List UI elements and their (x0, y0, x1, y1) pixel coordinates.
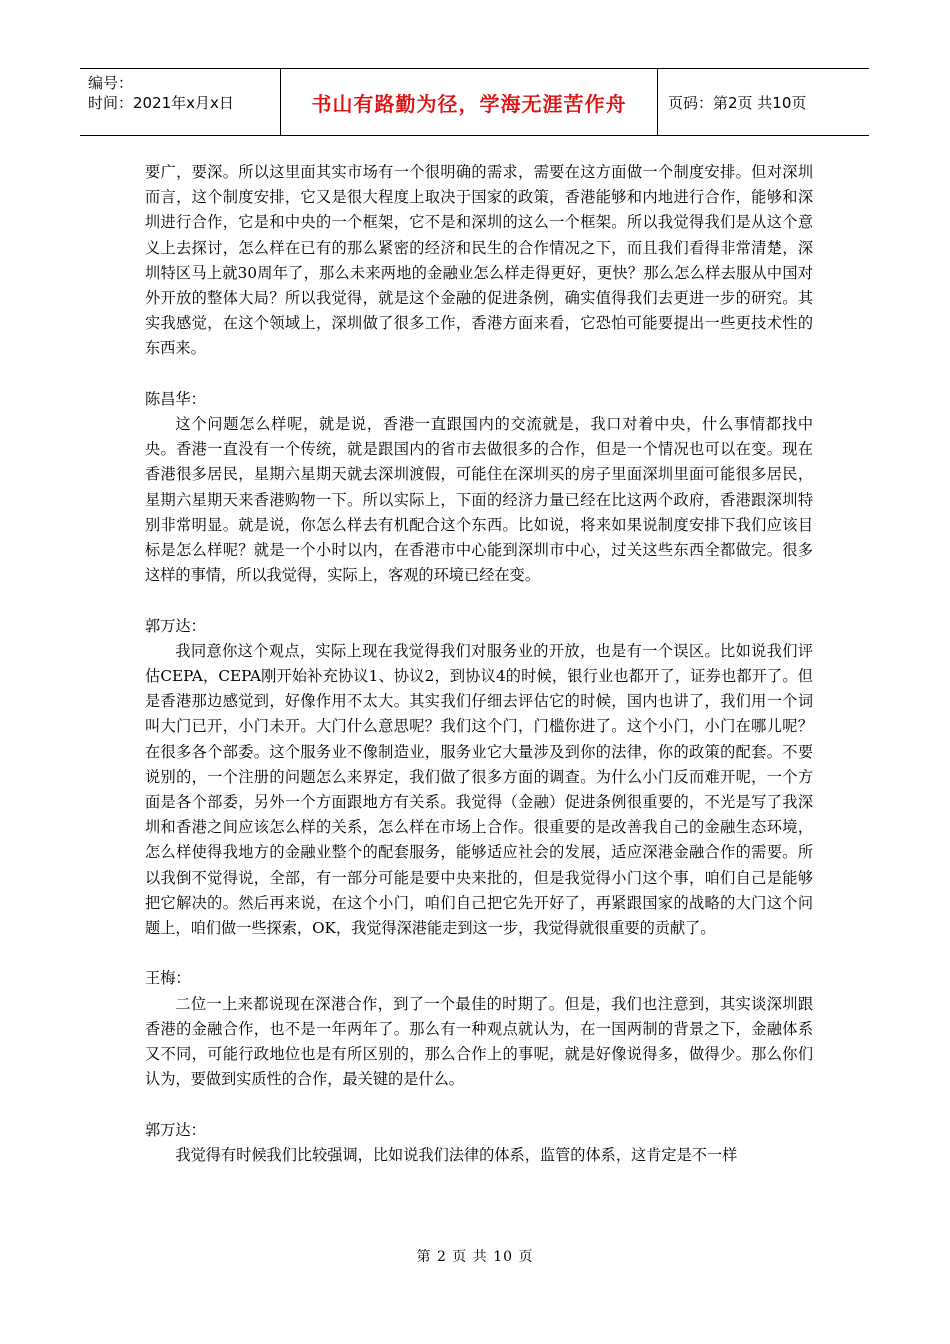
document-number-label: 编号： (88, 74, 134, 92)
header-page-number: 页码：第2页 共10页 (668, 93, 807, 112)
paragraph: 要广，要深。所以这里面其实市场有一个很明确的需求，需要在这方面做一个制度安排。但对深圳而言，这个制度安排，它又是很大程度上取决于国家的政策，香港能够和内地进行合作，能够和深圳进行合作，它是和中央的一个框架，它不是和深圳的这么一个框架。所以我觉得我们是从这个意义上去探讨，怎么样在已有的那么紧密的经济和民生的合作情况之下，而且我们看得非常清楚，深圳特区马上就30周年了，那么未来两地的金融业怎么样走得更好，更快？那么怎么样去服从中国对外开放的整体大局？所以我觉得，就是这个金融的促进条例，确实值得我们去更进一步的研究。其实我感觉，在这个领域上，深圳做了很多工作，香港方面来看，它恐怕可能要提出一些更技术性的东西来。 (145, 163, 813, 358)
header-meta (80, 69, 280, 135)
paragraph: 我同意你这个观点，实际上现在我觉得我们对服务业的开放，也是有一个误区。比如说我们评估CEPA，CEPA刚开始补充协议1、协议2，到协议4的时候，银行业也都开了，证券也都开了。但是香港那边感觉到，好像作用不太大。其实我们仔细去评估它的时候，国内也讲了，我们用一个词叫大门已开，小门未开。大门什么意思呢？我们这个门，门槛你进了。这个小门，小门在哪儿呢？在很多各个部委。这个服务业不像制造业，服务业它大量涉及到你的法律，你的政策的配套。不要说别的，一个注册的问题怎么来界定，我们做了很多方面的调查。为什么小门反而难开呢，一个方面是各个部委，另外一个方面跟地方有关系。我觉得（金融）促进条例很重要的，不光是写了我深圳和香港之间应该怎么样的关系，怎么样在市场上合作。很重要的是改善我自己的金融生态环境，怎么样使得我地方的金融业整个的配套服务，能够适应社会的发展，适应深港金融合作的需要。所以我倒不觉得说，全部，有一部分可能是要中央来批的，但是我觉得小门这个事，咱们自己是能够把它解决的。然后再来说，在这个小门，咱们自己把它先开好了，再紧跟国家的战略的大门这个问题上，咱们做一些探索，OK，我觉得深港能走到这一步，我觉得就很重要的贡献了。 (145, 641, 813, 938)
page-footer: 第 2 页 共 10 页 (416, 1249, 534, 1265)
speaker-name: 郭万达： (145, 616, 206, 635)
speaker-name: 陈昌华： (145, 389, 206, 408)
paragraph: 二位一上来都说现在深港合作，到了一个最佳的时期了。但是，我们也注意到，其实谈深圳跟香港的金融合作，也不是一年两年了。那么有一种观点就认为，在一国两制的背景之下，金融体系又不同，可能行政地位也是有所区别的，那么合作上的事呢，就是好像说得多，做得少。那么你们认为，要做到实质性的合作，最关键的是什么。 (145, 994, 813, 1089)
document-time-label: 时间：2021年x月x日 (88, 94, 234, 112)
paragraph: 这个问题怎么样呢，就是说，香港一直跟国内的交流就是，我口对着中央，什么事情都找中央。香港一直没有一个传统，就是跟国内的省市去做很多的合作，但是一个情况也可以在变。现在香港很多居民，星期六星期天就去深圳渡假，可能住在深圳买的房子里面深圳里面可能很多居民，星期六星期天来香港购物一下。所以实际上，下面的经济力量已经在比这两个政府，香港跟深圳特别非常明显。就是说，你怎么样去有机配合这个东西。比如说，将来如果说制度安排下我们应该目标是怎么样呢？就是一个小时以内，在香港市中心能到深圳市中心，过关这些东西全都做完。很多这样的事情，所以我觉得，实际上，客观的环境已经在变。 (145, 415, 813, 585)
paragraph: 我觉得有时候我们比较强调，比如说我们法律的体系，监管的体系，这肯定是不一样 (175, 1145, 738, 1164)
header-motto: 书山有路勤为径，学海无涯苦作舟 (280, 69, 658, 135)
document-body (145, 160, 813, 1168)
speaker-name: 王梅： (145, 969, 191, 988)
speaker-name: 郭万达： (145, 1120, 206, 1139)
page-header (80, 68, 869, 136)
